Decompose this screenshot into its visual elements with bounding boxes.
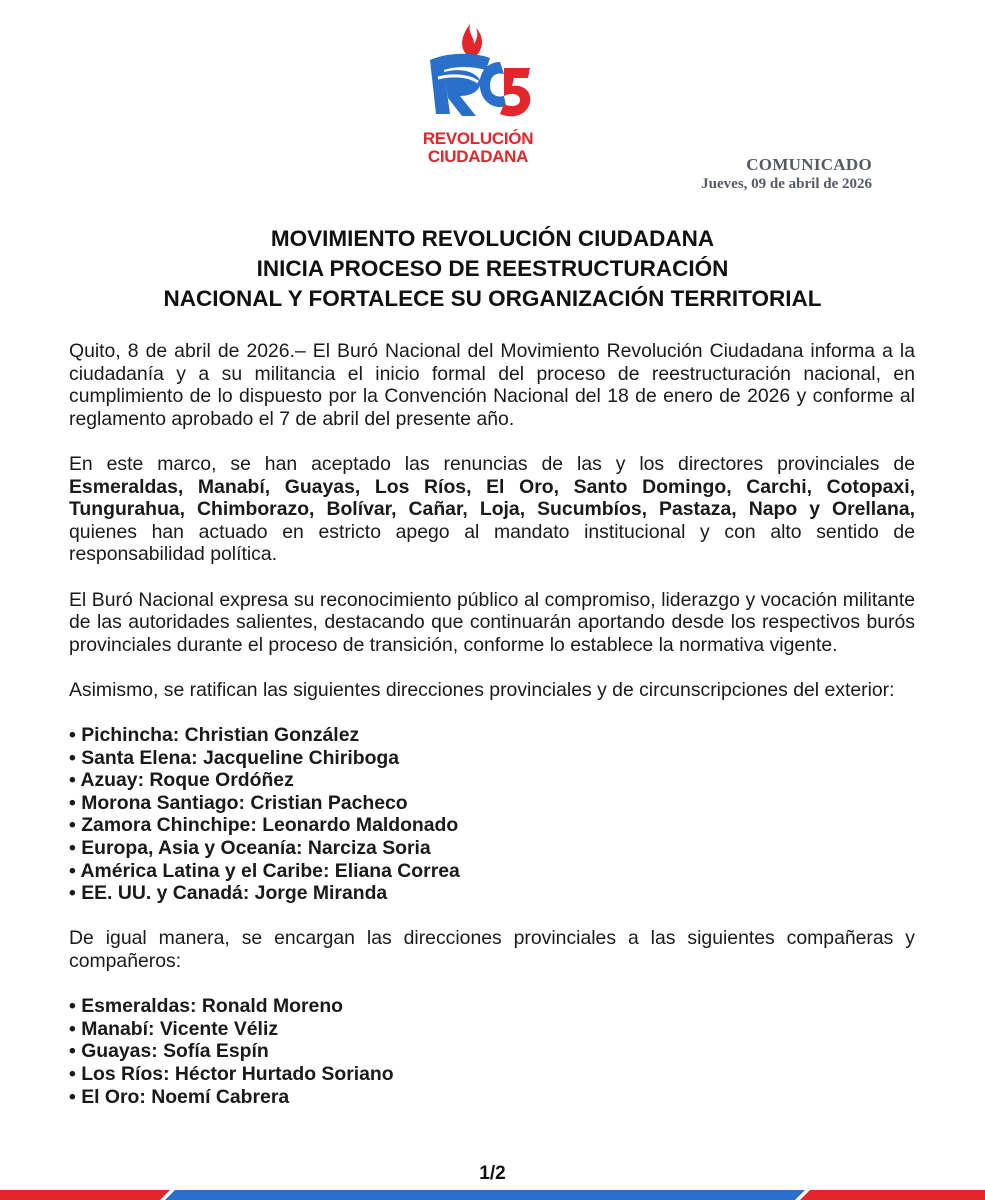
footer-red-right [800, 1190, 985, 1200]
title-line-3: NACIONAL Y FORTALECE SU ORGANIZACIÓN TERRITORIAL [163, 286, 822, 311]
footer-red-left [0, 1190, 170, 1200]
list-item: • Zamora Chinchipe: Leonardo Maldonado [69, 814, 915, 837]
list-item: • Los Ríos: Héctor Hurtado Soriano [69, 1063, 915, 1086]
list-item: • Pichincha: Christian González [69, 724, 915, 747]
footer-color-bar [0, 1190, 985, 1200]
list-item: • Manabí: Vicente Véliz [69, 1018, 915, 1041]
paragraph-2-provinces: Esmeraldas, Manabí, Guayas, Los Ríos, El Oro, Santo Domingo, Carchi, Cotopaxi, Tungurahua, Chimborazo, Bolívar, Cañar, Loja, Sucumbíos, Pastaza, Napo y Orellana, [69, 475, 915, 521]
document-type: COMUNICADO [746, 155, 872, 174]
logo-line-2: CIUDADANA [427, 147, 529, 166]
paragraph-5: De igual manera, se encargan las direcciones provinciales a las siguientes compañeras y compañeros: [69, 927, 915, 973]
list-item: • Azuay: Roque Ordóñez [69, 769, 915, 792]
list-item: • Europa, Asia y Oceanía: Narciza Soria [69, 837, 915, 860]
list-item: • El Oro: Noemí Cabrera [69, 1086, 915, 1109]
list-item: • Morona Santiago: Cristian Pacheco [69, 792, 915, 815]
title-line-1: MOVIMIENTO REVOLUCIÓN CIUDADANA [270, 226, 715, 251]
list-item: • Guayas: Sofía Espín [69, 1040, 915, 1063]
logo-line-1: REVOLUCIÓN [422, 129, 534, 148]
paragraph-2-intro: En este marco, se han aceptado las renuncias de las y los directores provinciales de [69, 452, 915, 475]
list-item: • Esmeraldas: Ronald Moreno [69, 995, 915, 1018]
ratified-directions-list [69, 724, 915, 905]
paragraph-4: Asimismo, se ratifican las siguientes direcciones provinciales y de circunscripciones del exterior: [69, 678, 895, 701]
paragraph-2 [69, 453, 915, 566]
list-item: • EE. UU. y Canadá: Jorge Miranda [69, 882, 915, 905]
paragraph-2-rest: quienes han actuado en estricto apego al mandato institucional y con alto sentido de responsabilidad política. [69, 520, 915, 566]
title-line-2: INICIA PROCESO DE REESTRUCTURACIÓN [256, 256, 729, 281]
list-item: • América Latina y el Caribe: Eliana Correa [69, 860, 915, 883]
page-number: 1/2 [479, 1163, 506, 1184]
paragraph-3: El Buró Nacional expresa su reconocimiento público al compromiso, liderazgo y vocación militante de las autoridades salientes, destacando que continuarán aportando desde los respectivos burós provinciales durante el proceso de transición, conforme lo establece la normativa vigente. [69, 588, 915, 656]
document-title [0, 224, 985, 314]
revolucion-ciudadana-logo [408, 18, 548, 168]
list-item: • Santa Elena: Jacqueline Chiriboga [69, 747, 915, 770]
footer-blue-center [165, 1190, 805, 1200]
document-body [69, 340, 915, 1131]
paragraph-1: Quito, 8 de abril de 2026.– El Buró Nacional del Movimiento Revolución Ciudadana informa a la ciudadanía y a su militancia el inicio formal del proceso de reestructuración nacional, en cumplimiento de lo dispuesto por la Convención Nacional del 18 de enero de 2026 y conforme al reglamento aprobado el 7 de abril del presente año. [69, 340, 915, 430]
logo-emblem-icon [408, 18, 548, 130]
assigned-directions-list [69, 995, 915, 1108]
document-date: Jueves, 09 de abril de 2026 [701, 176, 872, 192]
